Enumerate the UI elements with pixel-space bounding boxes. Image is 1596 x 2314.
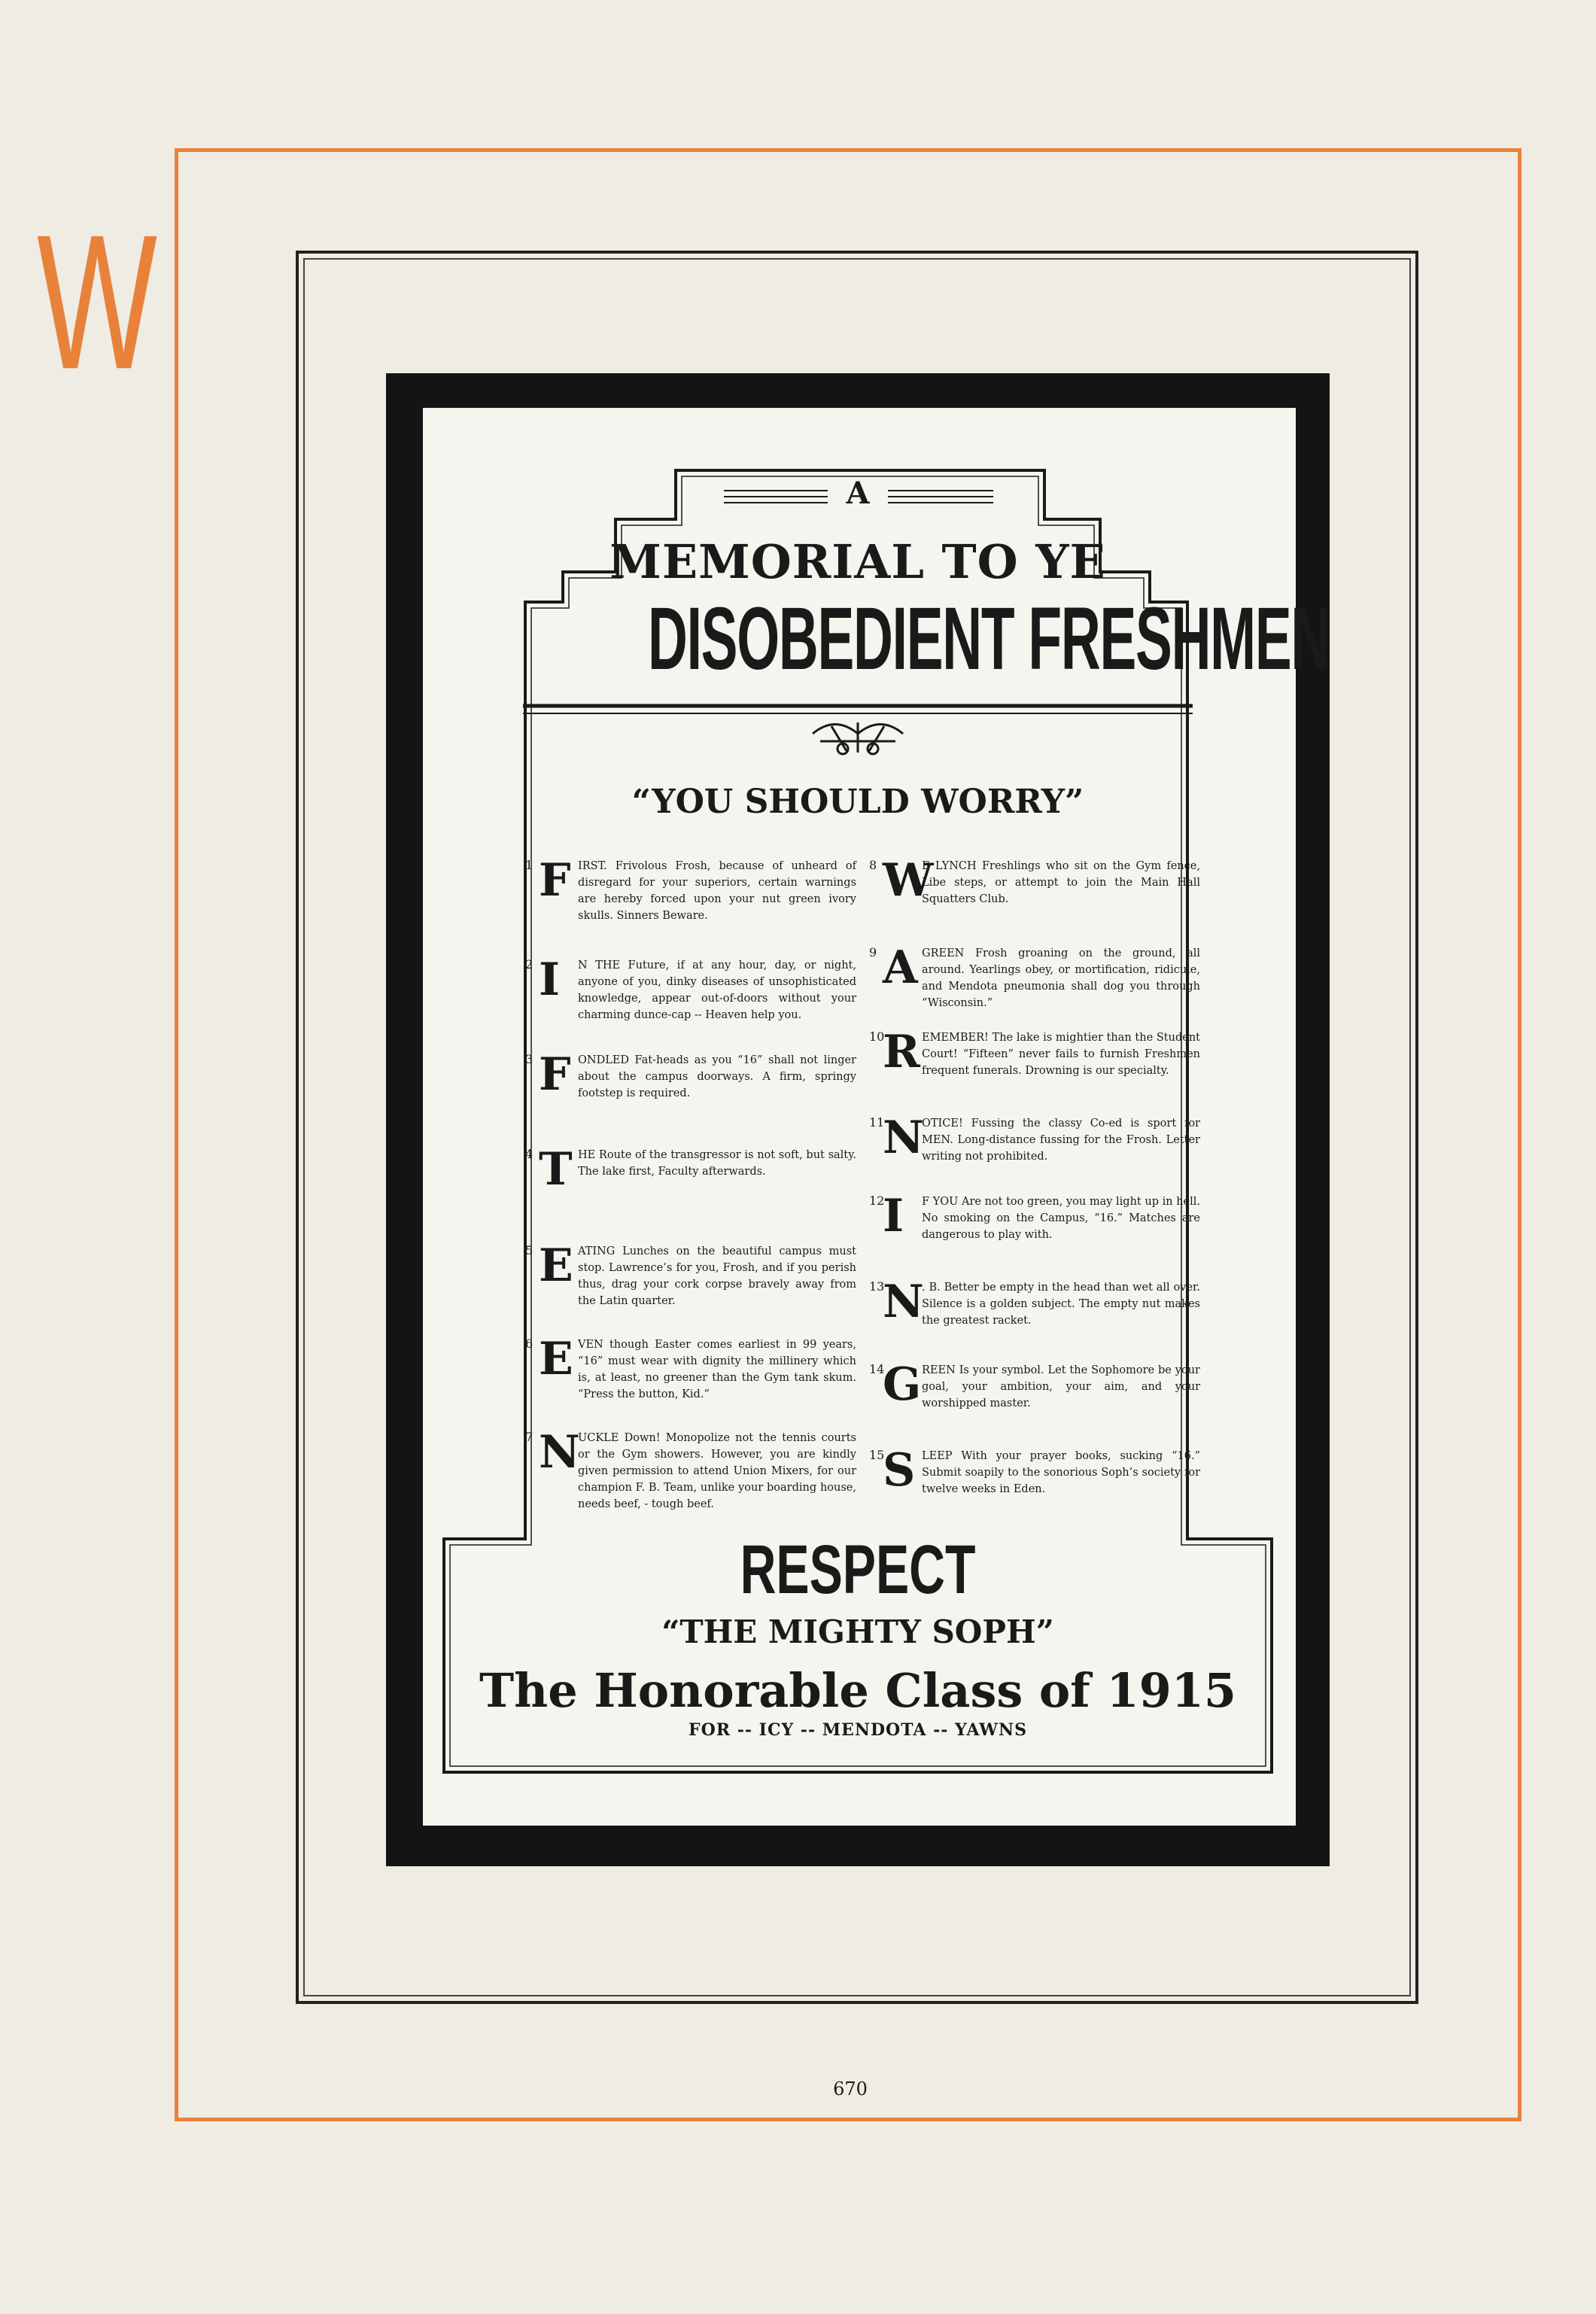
warning-item-9: [869, 941, 1215, 1035]
warning-item-5: [525, 1239, 871, 1333]
item-initial: W: [883, 854, 934, 907]
warning-item-4: [525, 1143, 871, 1237]
item-text: EMEMBER! The lake is mightier than the Student Court! “Fifteen” never fails to furnish Freshmen frequent funerals. Drowning is our specialty.: [922, 1032, 1200, 1077]
item-initial: S: [883, 1444, 916, 1497]
warning-item-8: [869, 854, 1215, 948]
item-initial: I: [539, 953, 561, 1006]
item-number: 6: [525, 1336, 534, 1351]
item-text: GREEN Frosh groaning on the ground, all around. Yearlings obey, or mortification, ridicule, and Mendota pneumonia shall dog you through “Wisconsin.”: [922, 947, 1200, 1009]
item-number: 10: [869, 1029, 885, 1044]
item-initial: N: [539, 1426, 580, 1479]
item-text: F YOU Are not too green, you may light up in hell. No smoking on the Campus, “16.” Matches are dangerous to play with.: [922, 1196, 1200, 1241]
warning-item-3: [525, 1048, 871, 1142]
warning-item-13: [869, 1276, 1215, 1370]
header-kicker: A: [846, 476, 870, 511]
warning-item-2: [525, 953, 871, 1048]
item-number: 5: [525, 1243, 534, 1257]
crest-ornament: [813, 722, 903, 754]
item-initial: F: [539, 854, 571, 907]
footer-mighty-soph: “THE MIGHTY SOPH”: [661, 1613, 1054, 1650]
item-number: 12: [869, 1193, 885, 1208]
header-line-disobedient-freshmen: DISOBEDIENT FRESHMEN: [648, 589, 1330, 689]
item-number: 11: [869, 1115, 885, 1130]
footer-honorable-class: The Honorable Class of 1915: [479, 1663, 1237, 1718]
item-text: LEEP With your prayer books, sucking “16.” Submit soapily to the sonorious Soph’s society for twelve weeks in Eden.: [922, 1450, 1200, 1495]
item-initial: T: [539, 1143, 573, 1196]
item-text: HE Route of the transgressor is not soft, but salty. The lake first, Faculty afterwards.: [578, 1149, 856, 1178]
warning-item-6: [525, 1333, 871, 1427]
item-initial: R: [883, 1026, 920, 1078]
item-text: ONDLED Fat-heads as you “16” shall not linger about the campus doorways. A firm, springy footstep is required.: [578, 1054, 856, 1099]
item-initial: I: [883, 1190, 904, 1242]
warning-item-10: [869, 1026, 1215, 1120]
item-number: 13: [869, 1279, 885, 1294]
warning-item-12: [869, 1190, 1215, 1284]
item-initial: G: [883, 1358, 922, 1411]
item-text: . B. Better be empty in the head than wet all over. Silence is a golden subject. The empty nut makes the greatest racket.: [922, 1282, 1200, 1327]
item-initial: F: [539, 1048, 571, 1101]
item-number: 15: [869, 1448, 885, 1462]
item-initial: N: [883, 1276, 924, 1328]
item-text: REEN Is your symbol. Let the Sophomore be your goal, your ambition, your aim, and your worshipped master.: [922, 1364, 1200, 1409]
item-initial: E: [539, 1239, 573, 1292]
warning-item-14: [869, 1358, 1215, 1452]
item-text: E LYNCH Freshlings who sit on the Gym fence, Libe steps, or attempt to join the Main Hall Squatters Club.: [922, 860, 1200, 905]
svg-text:W: W: [37, 194, 159, 409]
item-number: 8: [869, 858, 877, 872]
item-text: OTICE! Fussing the classy Co-ed is sport for MEN. Long-distance fussing for the Frosh. Letter writing not prohibited.: [922, 1117, 1200, 1163]
poster-subtitle: “YOU SHOULD WORRY”: [631, 783, 1084, 821]
item-number: 1: [525, 858, 534, 872]
item-initial: E: [539, 1333, 573, 1385]
item-number: 9: [869, 945, 877, 959]
warning-item-11: [869, 1111, 1215, 1206]
page-number: 670: [833, 2078, 868, 2100]
item-number: 4: [525, 1147, 534, 1161]
item-number: 7: [525, 1430, 534, 1444]
item-text: UCKLE Down! Monopolize not the tennis courts or the Gym showers. However, you are kindly given permission to attend Union Mixers, for our champion F. B. Team, unlike your boarding house, needs beef, - tough beef.: [578, 1432, 856, 1510]
footer-motto: FOR -- ICY -- MENDOTA -- YAWNS: [689, 1720, 1027, 1740]
item-initial: N: [883, 1111, 924, 1164]
warning-item-15: [869, 1444, 1215, 1538]
item-initial: A: [883, 941, 918, 994]
item-number: 3: [525, 1052, 534, 1066]
warning-item-7: [525, 1426, 871, 1520]
item-number: 14: [869, 1362, 885, 1376]
header-line-memorial: MEMORIAL TO YE: [610, 534, 1106, 589]
footer-respect: RESPECT: [740, 1531, 976, 1608]
item-text: N THE Future, if at any hour, day, or night, anyone of you, dinky diseases of unsophisticated knowledge, appear out-of-doors without your charming dunce-cap -- Heaven help you.: [578, 959, 856, 1021]
warning-item-1: [525, 854, 871, 948]
item-text: VEN though Easter comes earliest in 99 years, “16” must wear with dignity the millinery which is, at least, no greener than the Gym tank skum. “Press the button, Kid.”: [578, 1339, 856, 1400]
item-text: ATING Lunches on the beautiful campus must stop. Lawrence’s for you, Frosh, and if you perish thus, drag your cork corpse bravely away from the Latin quarter.: [578, 1245, 856, 1307]
item-number: 2: [525, 957, 534, 972]
item-text: IRST. Frivolous Frosh, because of unheard of disregard for your superiors, certain warnings are hereby forced upon your nut green ivory skulls. Sinners Beware.: [578, 860, 856, 922]
